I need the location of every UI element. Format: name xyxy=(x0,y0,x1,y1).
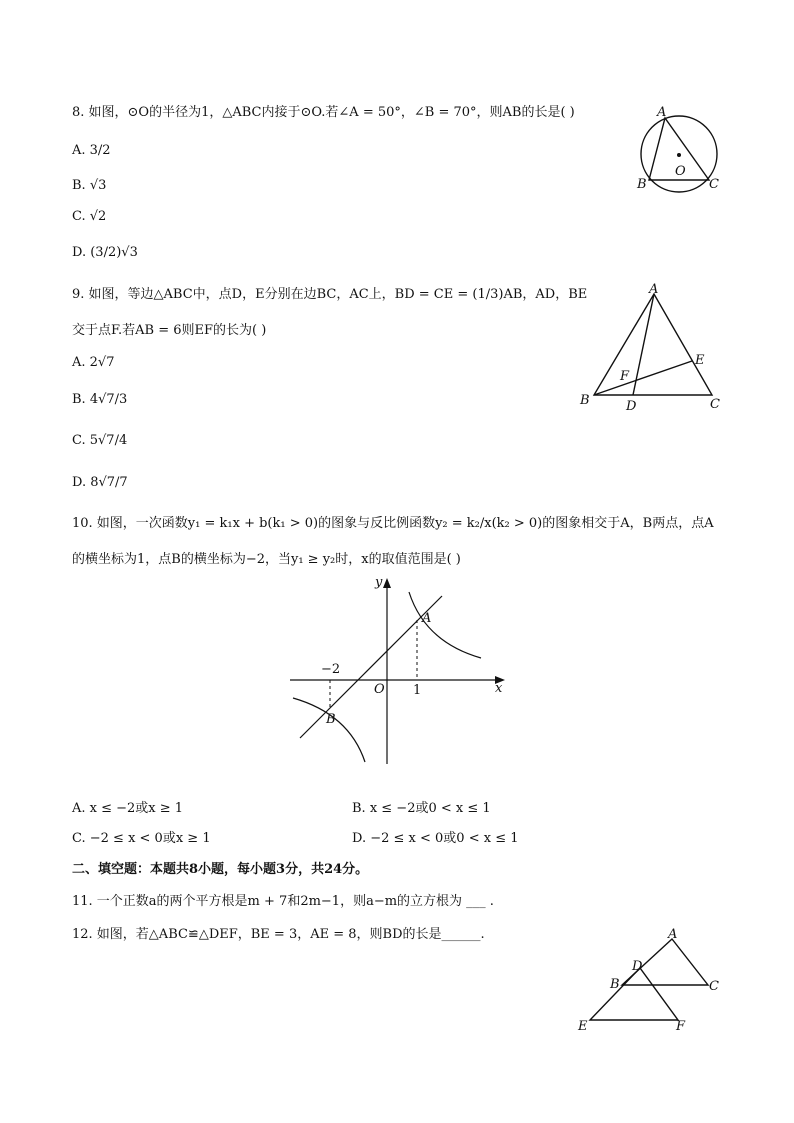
q11-stem: 11. 一个正数a的两个平方根是m + 7和2m−1，则a−m的立方根为 ___ . xyxy=(72,894,494,909)
q9-label-d: D xyxy=(626,399,637,412)
q12-label-f: F xyxy=(676,1019,686,1034)
q9-figure-equilateral xyxy=(578,282,728,412)
q8-center-dot xyxy=(677,153,681,157)
q10-option-c: C. −2 ≤ x < 0或x ≥ 1 xyxy=(72,831,211,846)
q12-figure-congruent-triangles xyxy=(574,926,724,1036)
q12-label-c: C xyxy=(709,979,719,994)
q10-hyperbola-q1 xyxy=(409,592,481,658)
q9-label-e: E xyxy=(695,353,705,368)
q10-option-b: B. x ≤ −2或0 < x ≤ 1 xyxy=(352,801,491,816)
q9-label-b: B xyxy=(580,393,590,408)
q9-stem-line1: 9. 如图，等边△ABC中，点D，E分别在边BC，AC上，BD = CE = (1/3)AB，AD，BE xyxy=(72,287,588,302)
q9-label-f: F xyxy=(620,369,630,384)
q12-label-a: A xyxy=(668,927,678,942)
q8-option-c: C. √2 xyxy=(72,209,107,224)
q10-label-o: O xyxy=(374,682,385,697)
q9-option-a: A. 2√7 xyxy=(72,355,115,370)
q8-option-a: A. 3/2 xyxy=(72,143,111,158)
q10-stem-line2: 的横坐标为1，点B的横坐标为−2，当y₁ ≥ y₂时，x的取值范围是( ) xyxy=(72,552,461,567)
q10-label-one: 1 xyxy=(413,683,422,698)
q10-y-arrow xyxy=(383,578,391,588)
q9-option-d: D. 8√7/7 xyxy=(72,475,128,490)
q12-label-b: B xyxy=(610,977,620,992)
q10-label-x: x xyxy=(495,681,503,696)
q9-label-a: A xyxy=(649,282,659,297)
q8-label-o: O xyxy=(675,164,686,179)
q10-option-a: A. x ≤ −2或x ≥ 1 xyxy=(72,801,184,816)
q8-label-c: C xyxy=(709,177,719,192)
q10-figure-graph xyxy=(285,572,515,772)
q10-label-a: A xyxy=(422,611,432,626)
q9-option-c: C. 5√7/4 xyxy=(72,433,128,448)
q10-label-y: y xyxy=(375,575,383,590)
q9-segment-be xyxy=(594,361,692,395)
q12-label-e: E xyxy=(578,1019,588,1034)
q8-stem: 8. 如图，⊙O的半径为1，△ABC内接于⊙O.若∠A = 50°，∠B = 70°，则AB的长是( ) xyxy=(72,105,575,120)
q8-label-a: A xyxy=(657,105,667,120)
q9-stem-line2: 交于点F.若AB = 6则EF的长为( ) xyxy=(72,323,267,338)
q8-option-d: D. (3/2)√3 xyxy=(72,245,138,260)
q10-hyperbola-q3 xyxy=(293,698,365,762)
section-fill-in-heading: 二、填空题：本题共8小题，每小题3分，共24分。 xyxy=(72,862,369,877)
q10-label-b: B xyxy=(326,712,336,727)
q9-triangle xyxy=(594,294,712,395)
q10-stem-line1: 10. 如图，一次函数y₁ = k₁x + b(k₁ > 0)的图象与反比例函数y₂ = k₂/x(k₂ > 0)的图象相交于A，B两点，点A xyxy=(72,516,714,531)
q8-label-b: B xyxy=(637,177,647,192)
q10-label-neg2: −2 xyxy=(321,662,341,677)
q8-option-b: B. √3 xyxy=(72,178,107,193)
q8-figure-circle-triangle xyxy=(635,102,745,197)
q12-triangle-def xyxy=(590,968,678,1020)
q9-label-c: C xyxy=(710,397,720,412)
q12-label-d: D xyxy=(632,959,643,974)
q12-stem: 12. 如图，若△ABC≌△DEF，BE = 3，AE = 8，则BD的长是______. xyxy=(72,927,485,942)
q9-option-b: B. 4√7/3 xyxy=(72,392,128,407)
q10-option-d: D. −2 ≤ x < 0或0 < x ≤ 1 xyxy=(352,831,519,846)
